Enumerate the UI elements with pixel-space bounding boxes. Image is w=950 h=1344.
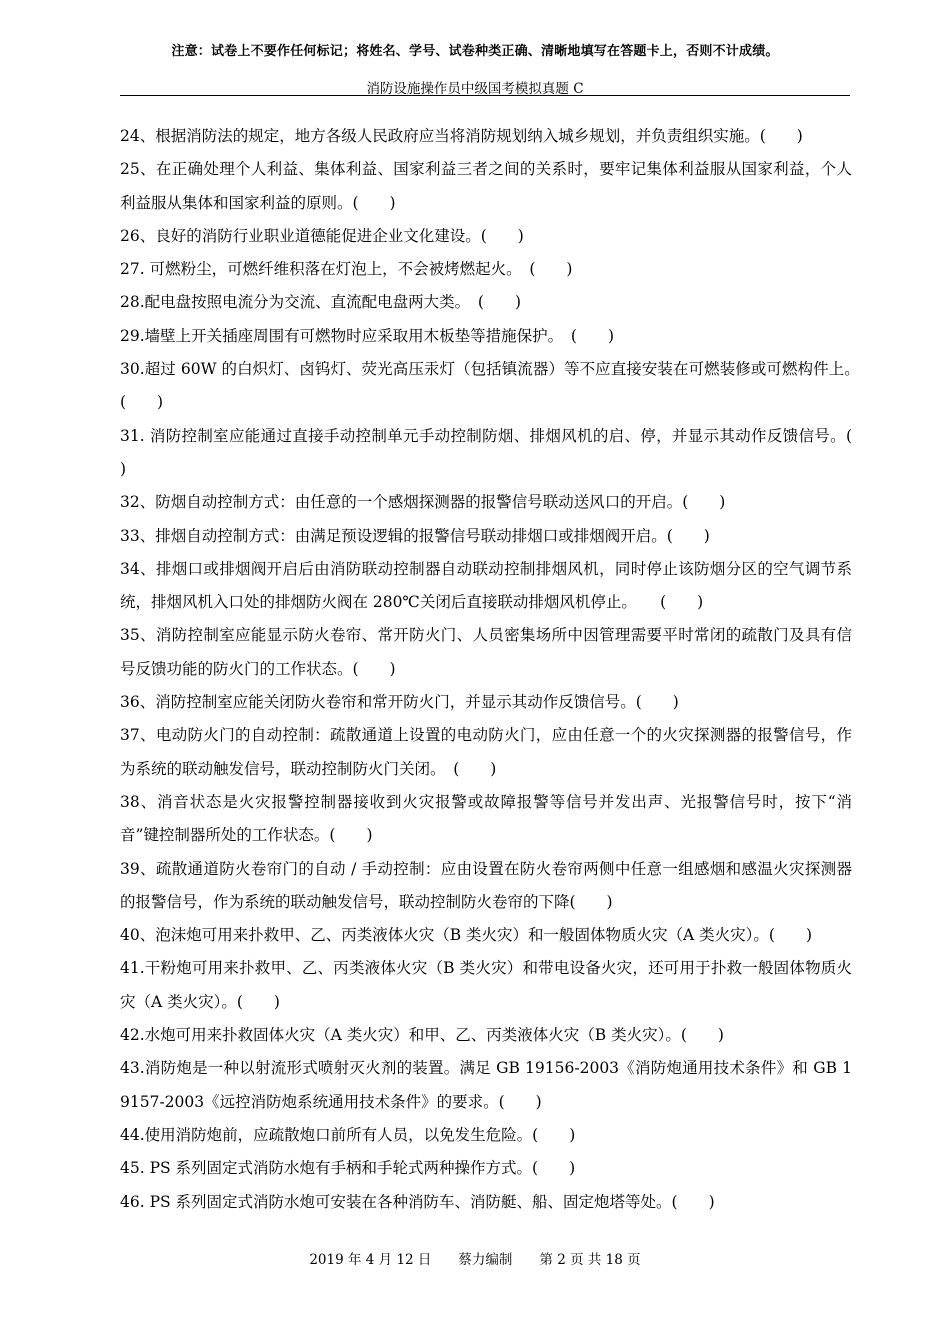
question-27: 27. 可燃粉尘，可燃纤维积落在灯泡上，不会被烤燃起火。 ( ) [120,260,573,279]
question-39: 39、疏散通道防火卷帘门的自动 / 手动控制：应由设置在防火卷帘两侧中任意一组感烟和感温火灾探测器的报警信号，作为系统的联动触发信号，联动控制防火卷帘的下降( ) [120,859,852,911]
page-header-title: 消防设施操作员中级国考模拟真题 C [366,81,584,97]
question-38: 38、消音状态是火灾报警控制器接收到火灾报警或故障报警等信号并发出声、光报警信号时，按下“消音”键控制器所处的工作状态。( ) [120,792,852,845]
question-44: 44.使用消防炮前，应疏散炮口前所有人员，以免发生危险。( ) [120,1125,576,1144]
question-30: 30.超过 60W 的白炽灯、卤钨灯、荧光高压汞灯（包括镇流器）等不应直接安装在可燃装修或可燃构件上。 ( ) [120,360,868,412]
question-45: 45. PS 系列固定式消防水炮有手柄和手轮式两种操作方式。( ) [120,1159,576,1178]
question-46: 46. PS 系列固定式消防水炮可安装在各种消防车、消防艇、船、固定炮塔等处。( ) [120,1192,715,1211]
question-list [120,120,884,1219]
question-34: 34、排烟口或排烟阀开启后由消防联动控制器自动联动控制排烟风机，同时停止该防烟分区的空气调节系统，排烟风机入口处的排烟防火阀在 280℃关闭后直接联动排烟风机停止。 ( ) [120,559,852,612]
question-29: 29.墙壁上开关插座周围有可燃物时应采取用木板垫等措施保护。 ( ) [120,326,614,345]
question-25: 25、在正确处理个人利益、集体利益、国家利益三者之间的关系时，要牢记集体利益服从国家利益，个人利益服从集体和国家利益的原则。( ) [120,160,852,212]
question-41: 41.干粉炮可用来扑救甲、乙、丙类液体火灾（B 类火灾）和带电设备火灾，还可用于扑救一般固体物质火灾（A 类火灾）。( ) [120,959,852,1011]
question-35: 35、消防控制室应能显示防火卷帘、常开防火门、人员密集场所中因管理需要平时常闭的疏散门及具有信号反馈功能的防火门的工作状态。( ) [120,626,852,678]
header-divider [120,95,850,96]
page-footer: 2019 年 4 月 12 日 蔡力编制 第 2 页 共 18 页 [309,1252,641,1268]
question-42: 42.水炮可用来扑救固体火灾（A 类火灾）和甲、乙、丙类液体火灾（B 类火灾）。( ) [120,1026,724,1045]
question-43: 43.消防炮是一种以射流形式喷射灭火剂的装置。满足 GB 19156-2003《消防炮通用技术条件》和 GB 19157-2003《远控消防炮系统通用技术条件》的要求。( ) [120,1059,852,1111]
question-32: 32、防烟自动控制方式：由任意的一个感烟探测器的报警信号联动送风口的开启。( ) [120,493,726,512]
exam-notice: 注意：试卷上不要作任何标记；将姓名、学号、试卷种类正确、清晰地填写在答题卡上，否则不计成绩。 [171,44,779,59]
question-26: 26、良好的消防行业职业道德能促进企业文化建设。( ) [120,226,524,245]
question-36: 36、消防控制室应能关闭防火卷帘和常开防火门，并显示其动作反馈信号。( ) [120,693,679,712]
question-40: 40、泡沫炮可用来扑救甲、乙、丙类液体火灾（B 类火灾）和一般固体物质火灾（A 类火灾）。( ) [120,926,813,945]
question-33: 33、排烟自动控制方式：由满足预设逻辑的报警信号联动排烟口或排烟阀开启。( ) [120,526,710,545]
question-31: 31. 消防控制室应能通过直接手动控制单元手动控制防烟、排烟风机的启、停，并显示其动作反馈信号。( ) [120,426,884,478]
question-37: 37、电动防火门的自动控制：疏散通道上设置的电动防火门，应由任意一个的火灾探测器的报警信号，作为系统的联动触发信号，联动控制防火门关闭。 ( ) [120,726,852,778]
question-28: 28.配电盘按照电流分为交流、直流配电盘两大类。 ( ) [120,293,521,312]
question-24: 24、根据消防法的规定，地方各级人民政府应当将消防规划纳入城乡规划，并负责组织实施。( ) [120,127,803,145]
